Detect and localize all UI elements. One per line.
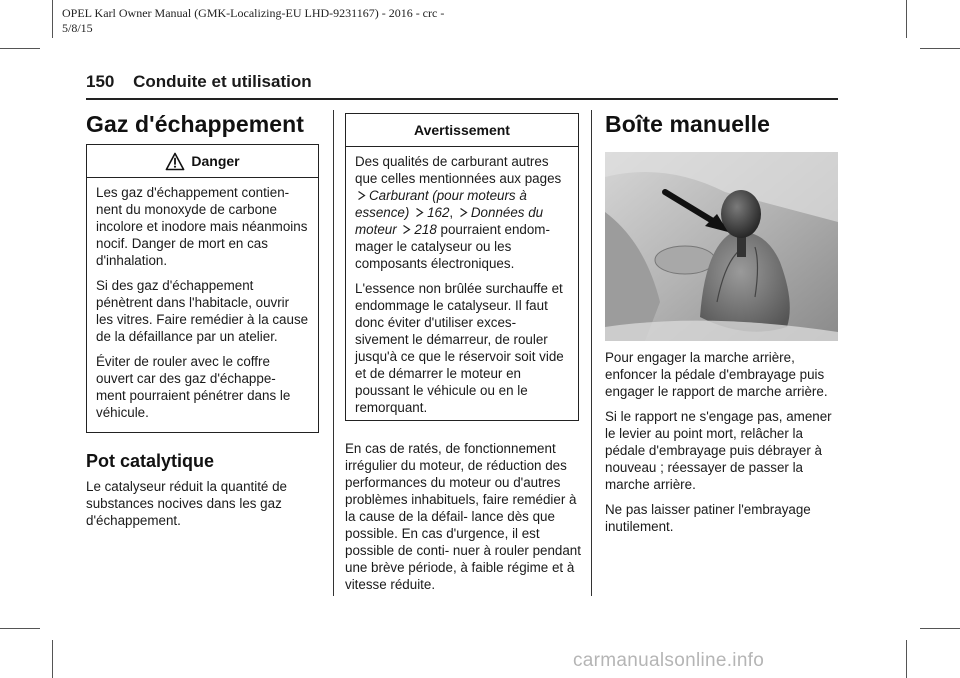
danger-label: Danger	[191, 153, 240, 169]
manual-gearbox-title: Boîte manuelle	[605, 111, 770, 137]
page-reference-icon	[414, 207, 425, 218]
reference-page-engine-data[interactable]: 218	[414, 222, 437, 237]
print-metadata	[62, 6, 532, 36]
column-divider	[333, 110, 334, 596]
exhaust-title: Gaz d'échappement	[86, 111, 305, 137]
danger-paragraph: Les gaz d'échappement contien- nent du monoxyde de carbone incolore et inodore mais néanmoins nocif. Danger de mort en cas d'inhalation.	[96, 185, 308, 268]
crop-mark	[52, 640, 53, 678]
manual-gearbox-text	[605, 349, 841, 535]
catalyst-paragraph: Le catalyseur réduit la quantité de substances nocives dans les gaz d'échappement.	[86, 479, 287, 528]
crop-mark	[906, 640, 907, 678]
warning-text: pourraient endom- mager le catalyseur ou les composants électroniques.	[355, 222, 550, 271]
warning-paragraph: L'essence non brûlée surchauffe et endommage le catalyseur. Il faut donc éviter d'utiliser exces- sivement le démarreur, de rouler jusqu'à ce que le réservoir soit vide et de démarrer le moteur en poussant le véhicule ou en le remorquant.	[355, 281, 564, 415]
reference-link-fuel[interactable]: Carburant (pour moteurs à essence)	[355, 188, 527, 220]
warning-box-body	[346, 147, 578, 424]
warning-text: Des qualités de carburant autres que celles mentionnées aux pages	[355, 154, 562, 186]
page-number: 150	[86, 72, 115, 91]
print-metadata-line: OPEL Karl Owner Manual (GMK-Localizing-EU LHD-9231167) - 2016 - crc -	[62, 6, 445, 20]
crop-mark	[0, 48, 40, 49]
print-metadata-line: 5/8/15	[62, 21, 93, 35]
misfire-paragraph: En cas de ratés, de fonctionnement irrégulier du moteur, de réduction des performances du moteur ou d'autres problèmes inhabituels, faire remédier à la cause de la défail- lance dès que possible. En cas d'urgence, il est possible de conti- nuer à rouler pendant une brève période, à faible régime et à vitesse réduite.	[345, 441, 581, 592]
header-rule	[86, 98, 838, 100]
page-reference-icon	[458, 207, 469, 218]
catalyst-text	[86, 478, 322, 529]
gear-lever-image	[605, 152, 838, 341]
gearbox-paragraph: Si le rapport ne s'engage pas, amener le levier au point mort, relâcher la pédale d'embrayage puis débrayer à nouveau ; réessayer de passer la marche arrière.	[605, 409, 832, 492]
crop-mark	[906, 0, 907, 38]
crop-mark	[0, 628, 40, 629]
catalyst-title: Pot catalytique	[86, 451, 215, 471]
reference-page-fuel[interactable]: 162	[427, 205, 450, 220]
danger-paragraph: Éviter de rouler avec le coffre ouvert car des gaz d'échappe- ment pourraient pénétrer dans le véhicule.	[96, 354, 291, 420]
column-divider	[591, 110, 592, 596]
crop-mark	[920, 628, 960, 629]
gearbox-paragraph: Pour engager la marche arrière, enfoncer la pédale d'embrayage puis engager le rapport de marche arrière.	[605, 350, 828, 399]
page-reference-icon	[401, 224, 412, 235]
warning-paragraph: Des qualités de carburant autres que celles mentionnées aux pages Carburant (pour moteurs à essence) 162, Données du moteur 218 pourraient endom- mager le catalyseur ou les composants électroniques.	[355, 154, 562, 271]
page-header	[86, 72, 312, 92]
danger-paragraph: Si des gaz d'échappement pénètrent dans l'habitacle, ouvrir les vitres. Faire remédier à la cause de la défaillance par un atelier.	[96, 278, 309, 344]
danger-box-body	[87, 178, 318, 429]
warning-box-header	[346, 114, 578, 147]
danger-box-header	[87, 145, 318, 178]
section-title: Conduite et utilisation	[133, 72, 312, 91]
warning-label: Avertissement	[414, 122, 510, 138]
gear-lever-illustration	[605, 152, 838, 341]
crop-mark	[920, 48, 960, 49]
misfire-text	[345, 440, 581, 593]
warning-box	[345, 113, 579, 421]
danger-box	[86, 144, 319, 433]
watermark: carmanualsonline.info	[573, 650, 765, 671]
page-reference-icon	[356, 190, 367, 201]
gearbox-paragraph: Ne pas laisser patiner l'embrayage inutilement.	[605, 502, 811, 534]
warning-triangle-icon	[165, 152, 185, 171]
reference-link-engine-data[interactable]: Données du moteur	[355, 205, 544, 237]
crop-mark	[52, 0, 53, 38]
